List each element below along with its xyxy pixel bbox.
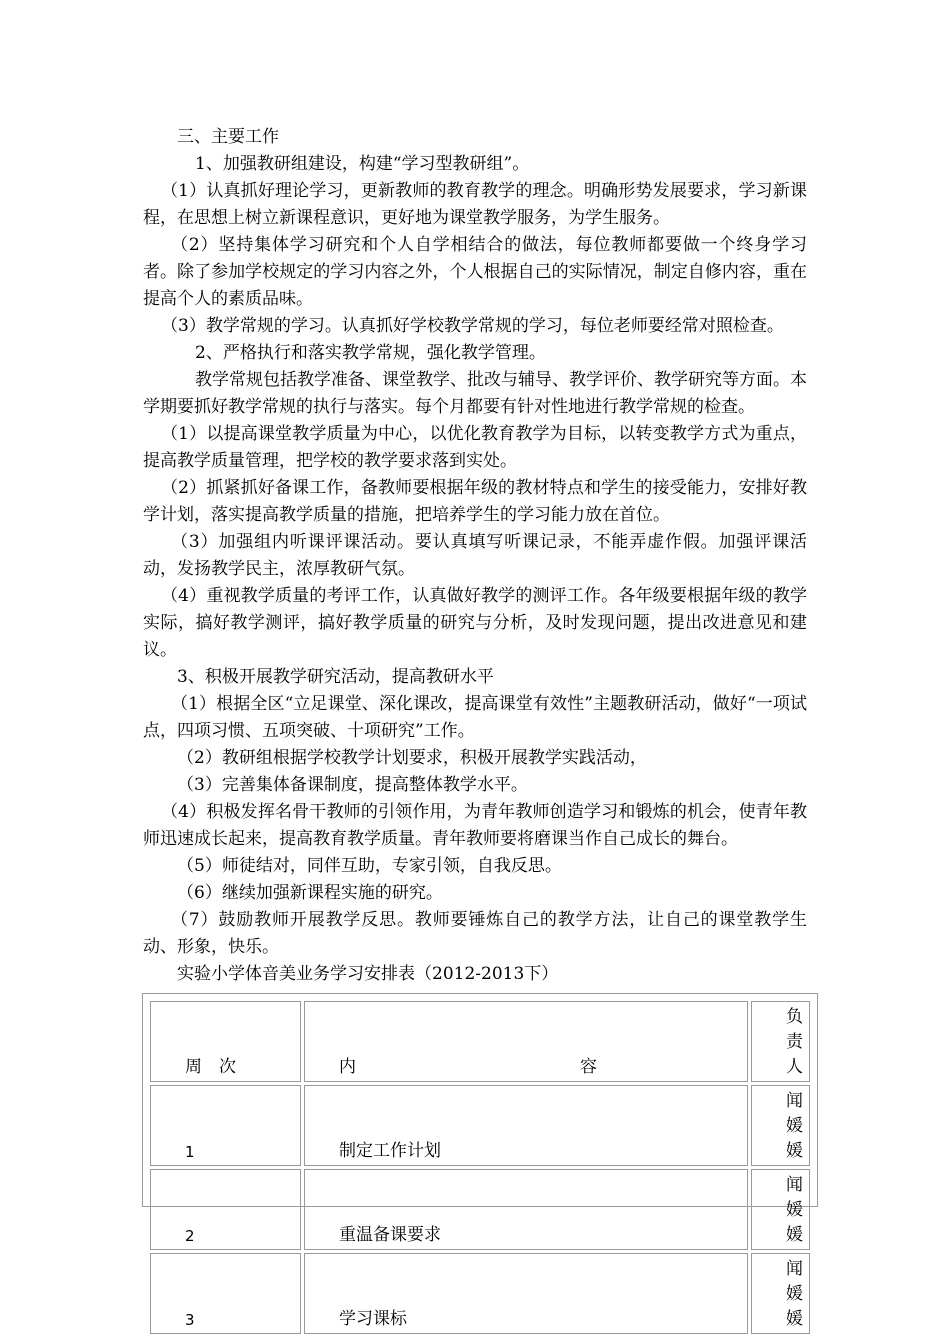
owner-cell: 闻媛媛 xyxy=(751,1085,810,1166)
section-heading: 三、主要工作 xyxy=(177,127,279,147)
paragraph: （1）以提高课堂教学质量为中心，以优化教育教学为目标，以转变教学方式为重点，提高教学质量管理，把学校的教学要求落到实处。 xyxy=(143,424,807,471)
paragraph: （1）认真抓好理论学习，更新教师的教育教学的理念。明确形势发展要求，学习新课程，在思想上树立新课程意识，更好地为课堂教学服务，为学生服务。 xyxy=(143,181,807,228)
paragraph: （2）抓紧抓好备课工作，备教师要根据年级的教材特点和学生的接受能力，安排好教学计划，落实提高教学质量的措施，把培养学生的学习能力放在首位。 xyxy=(143,478,807,525)
paragraph: （4）积极发挥名骨干教师的引领作用，为青年教师创造学习和锻炼的机会，使青年教师迅速成长起来，提高教育教学质量。青年教师要将磨课当作自己成长的舞台。 xyxy=(143,802,807,849)
paragraph: （2）坚持集体学习研究和个人自学相结合的做法，每位教师都要做一个终身学习者。除了参加学校规定的学习内容之外，个人根据自己的实际情况，制定自修内容，重在提高个人的素质品味。 xyxy=(143,235,807,309)
table-title: 实验小学体音美业务学习安排表（2012-2013下） xyxy=(177,964,559,984)
owner-cell: 闻媛媛 xyxy=(751,1169,810,1250)
header-content-right: 容 xyxy=(580,1057,597,1077)
schedule-table xyxy=(142,993,818,1329)
table-row xyxy=(150,1085,810,1166)
week-cell: 3 xyxy=(150,1253,301,1334)
owner-cell: 闻媛媛 xyxy=(751,1253,810,1334)
week-cell: 1 xyxy=(150,1085,301,1166)
content-cell: 学习课标 xyxy=(304,1253,748,1334)
subsection-heading: 2、严格执行和落实教学常规，强化教学管理。 xyxy=(195,343,546,363)
paragraph: （2）教研组根据学校教学计划要求，积极开展教学实践活动， xyxy=(177,748,647,768)
paragraph: （5）师徒结对，同伴互助，专家引领，自我反思。 xyxy=(177,856,562,876)
paragraph: （7）鼓励教师开展教学反思。教师要锤炼自己的教学方法，让自己的课堂教学生动、形象，快乐。 xyxy=(143,910,807,957)
content-cell: 制定工作计划 xyxy=(304,1085,748,1166)
header-content xyxy=(304,1001,748,1082)
table-row xyxy=(150,1169,810,1250)
paragraph: （3）加强组内听课评课活动。要认真填写听课记录，不能弄虚作假。加强评课活动，发扬教学民主，浓厚教研气氛。 xyxy=(143,532,807,579)
paragraph: （3）完善集体备课制度，提高整体教学水平。 xyxy=(177,775,528,795)
paragraph: （4）重视教学质量的考评工作，认真做好教学的测评工作。各年级要根据年级的教学实际，搞好教学测评，搞好教学质量的研究与分析，及时发现问题，提出改进意见和建议。 xyxy=(143,586,807,660)
header-owner: 负责人 xyxy=(751,1001,810,1082)
paragraph: 教学常规包括教学准备、课堂教学、批改与辅导、教学评价、教学研究等方面。本学期要抓好教学常规的执行与落实。每个月都要有针对性地进行教学常规的检查。 xyxy=(143,370,807,417)
header-week: 周 次 xyxy=(150,1001,301,1082)
table-header-row xyxy=(150,1001,810,1082)
document-body xyxy=(143,124,807,988)
subsection-heading: 1、加强教研组建设，构建“学习型教研组”。 xyxy=(195,154,530,174)
paragraph: （6）继续加强新课程实施的研究。 xyxy=(177,883,443,903)
subsection-heading: 3、积极开展教学研究活动，提高教研水平 xyxy=(177,667,494,687)
paragraph: （1）根据全区“立足课堂、深化课改，提高课堂有效性”主题教研活动，做好“一项试点，四项习惯、五项突破、十项研究”工作。 xyxy=(143,694,807,741)
content-cell: 重温备课要求 xyxy=(304,1169,748,1250)
week-cell: 2 xyxy=(150,1169,301,1250)
header-content-left: 内 xyxy=(339,1057,356,1077)
table-row xyxy=(150,1253,810,1334)
paragraph: （3）教学常规的学习。认真抓好学校教学常规的学习，每位老师要经常对照检查。 xyxy=(161,316,784,336)
